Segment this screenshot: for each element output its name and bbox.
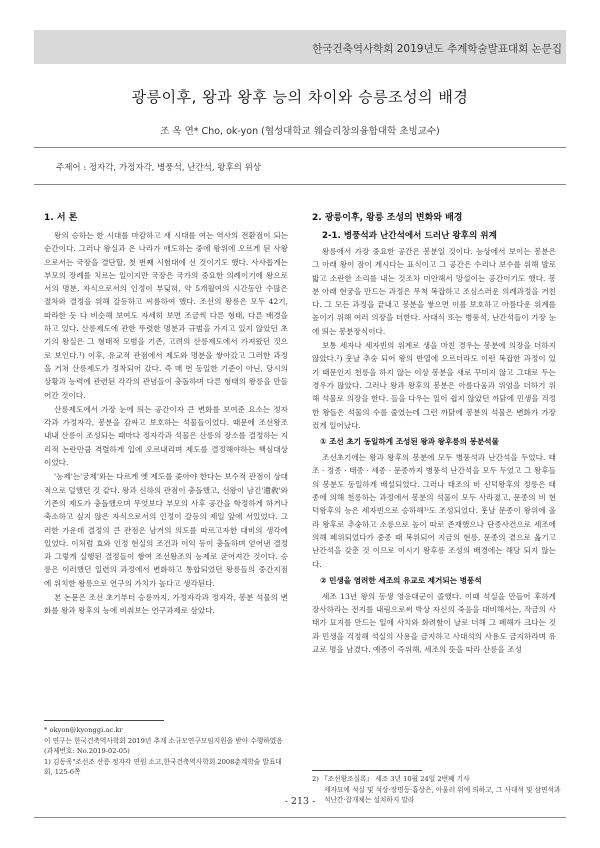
section-heading-2: 2. 광릉이후, 왕릉 조성의 변화와 배경 [312, 213, 463, 223]
footnotes-left [44, 725, 288, 778]
body-paragraph: 왕의 승하는 한 시대를 마감하고 새 시대를 여는 역사의 전환점이 되는 순간이다. 그러나 왕실과 온 나라가 애도하는 중에 왕위에 오르게 된 사왕으로서는 국장을 결단할, 첫 번째 시험대에 선 것이기도 했다. 사사롭게는 부모의 장례를 치르는 일이지만 국장은 국가의 중요한 의례이기에 왕으로서의 명분, 자식으로서의 인정이 부딪혀, 약 5개월여의 시간동안 수많은 절차와 결정을 위해 갈등하고 씨름하여 했다. 조선의 왕릉은 모두 42기, 따라한 듯 다 비슷해 보여도 자세히 보면 조금씩 다른 형태, 다른 배경을 하고 있다. 산릉제도에 관한 뚜렷한 명분과 규범을 가지고 있지 않았던 초기의 왕실은 그 형태적 모범을 기존, 고려의 산릉제도에서 가져왔던 것으로 보인다.¹) 이후, 유교적 관점에서 제도와 명분을 쌓아갔고 그러한 과정을 거쳐 산릉제도가 정착되어 갔다. 즉 매 번 동일한 기준이 아닌, 당시의 상황과 능력에 관련된 각각의 관념들이 충돌하며 다른 형태의 왕릉을 만들어간 것이다. [44, 231, 288, 400]
body-paragraph: '능제'는'궁제'와는 다르게 옛 제도를 좇아야 한다는 보수적 관점이 상대적으로 덜했던 것 같다. 왕과 신하의 관점이 충돌했고, 선왕이 남긴'遺敎'와 기존의 제도가 충돌했으며 무엇보다 부모의 사후 공간을 학정하게 하거나 축소하고 싶지 않은 자식으로서의 인정이 갈등의 제일 앞에 서있었다. 그러한 가운데 결정의 큰 관점은 남겨의 의도를 따르고자한 대비의 생각에 있었다. 이처럼 효와 인정 현실의 조건과 이익 등이 충돌하며 얻어낸 결정과 그렇게 실행된 결정들이 쌓여 조선왕조의 능제로 굳어져간 것이다. 승릉은 이러했던 일련의 과정에서 변화하고 통합되었던 왕릉들의 중간지점에 위치한 왕릉으로 연구의 가치가 높다고 생각된다. [44, 472, 288, 588]
body-paragraph: 산릉제도에서 가장 눈에 띄는 공간이자 큰 변화를 보여준 요소는 정자각과 가정자각, 봉분을 감싸고 보호하는 석물들이었다. 때문에 조선왕조 내내 산릉이 조성되는 때마다 정자각과 석물은 산릉의 장소를 결정하는 지리적 논란만큼 격렬하게 입에 오르내리며 제도를 결정해야하는 핵심대상이었다. [44, 404, 288, 468]
body-paragraph: 본 논문은 조선 초기부터 승릉까지, 가정자각과 정자각, 봉분 석물의 변화를 왕과 왕후의 능에 비춰보는 연구과제로 삼았다. [44, 593, 288, 616]
subsection-heading-2-1: 2-1. 병풍석과 난간석에서 드러난 왕후의 위계 [322, 231, 497, 241]
footnote-rule [312, 770, 422, 771]
subheading-1: ① 조선 초기 동일하게 조성된 왕과 왕후릉의 봉분석물 [320, 437, 499, 447]
footer-rule [34, 817, 566, 818]
subheading-2: ② 민생을 염려한 세조의 유교로 제거되는 병풍석 [320, 575, 482, 585]
paper-title: 광릉이후, 왕과 왕후 능의 차이와 승릉조성의 배경 [131, 88, 469, 106]
footnote-2-continued: 세자묘에 석실 및 석상·장명등·흡상은, 아울러 위에 의하고, 그 사대석 및 삼면석과 석난간·잡개체는 설치하지 말라 [324, 785, 561, 804]
funding-note: 이 연구는 한국건축역사학회 2019년 추계 소규모연구모임지원을 받아 수행하였음 (과제번호: No.2019-02-05) [44, 736, 283, 755]
left-column [44, 210, 288, 619]
body-paragraph: 왕릉에서 가장 중요한 공간은 봉분일 것이다. 능상에서 보이는 봉분은 그 아래 왕이 잠이 계시다는 표식이고 그 공간은 수리나 보수를 위해 발로 밟고 소란한 소리를 내는 것조차 미안해서 망설이는 공간이기도 했다. 봉분 아래 현궁을 만드는 과정은 무척 복잡하고 조심스러운 의례과정을 거친다. 그 모든 과정을 끝내고 봉분을 쌓으면 이를 보호하고 아름다운 위계를 높이기 위해 여러 의장을 더한다. 사대식 또는 병풍석, 난간석들이 가장 눈에 띄는 봉분장식이다. [312, 247, 556, 336]
body-paragraph: 보통 세자나 세자빈의 위계로 생을 마친 경우는 봉분에 의장을 더하지 않았다.²) 훗날 추숭 되어 왕의 반열에 오르더라도 이런 복잡한 과정이 있기 때문인지 천릉을 하지 않는 이상 봉분을 새로 꾸미지 않고 그대로 두는 경우가 많았다. 그러나 왕과 왕후의 봉분은 아름다움과 위엄을 더하기 위해 석물로 의장을 한다. 들을 다우는 일이 쉽지 않았던 까닭에 민생을 걱정한 왕들은 석물의 수를 줄였는데 그런 까닭에 봉분의 석물은 변화가 가장 컸게 일어났다. [312, 341, 556, 430]
footnote-1: 1) 김동욱"조선조 산릉 정자각 연원 소고,한국건축역사학회 2008춘계학술 발표대회, 125-6쪽 [44, 757, 282, 776]
footnote-rule [44, 720, 164, 721]
keywords: 주제어 : 정자각, 가정자각, 병풍석, 난간석, 왕후의 위상 [56, 163, 262, 173]
page-number: - 213 - [284, 796, 316, 807]
footnote-2: 2) 『조선왕조실록』 세조 3년 10월 24일 2번째 기사 [312, 775, 470, 783]
section-heading-intro: 1. 서 론 [44, 213, 78, 223]
author-email: * okyon@kyonggi.ac.kr [44, 726, 123, 734]
body-paragraph: 세조 13년 왕의 동생 영응대군이 졸했다. 이때 석실을 만들어 후하게 장사하라는 전지를 내림으로써 박상 자신의 죽음을 대비해서는, 작금의 사태가 묘지를 만드는 일에 사치와 화려함이 날로 더해 그 폐해가 크다는 것과 민생을 걱정해 석실의 사용을 금지하고 사대석의 사용도 금지하라며 유교로 명을 남겼다. 예종이 즉위해, 세조의 뜻을 따라 산릉을 조성 [312, 591, 556, 655]
author-line: 조 옥 연* Cho, ok-yon (협성대학교 웨슬리창의융합대학 초빙교수) [160, 126, 440, 137]
body-paragraph: 조선초기에는 왕과 왕후의 봉분에 모두 병풍석과 난간석을 두었다. 태조 · 정종 · 태종 · 세종 · 문종까지 병풍석 난간석을 모두 두었고 그 왕후들의 봉분도 동일하게 배설되었다. 그러나 태조의 비 신덕왕후의 정릉은 태종에 의해 천릉하는 과정에서 봉분의 석물이 모두 사라졌고, 문종의 비 현덕왕후의 능은 세자빈으로 승하해¹⁾도 조성되었다. 훗날 문종이 왕위에 올라 왕후로 추숭하고 소릉으로 높이 따로 존재했으나 단종사건으로 세조에 의해 폐위되었다가 중종 때 복위되어 지금의 현릉, 문종의 곁으로 옮기고 난간석을 갖춘 것 이므로 이시기 왕후릉 조성의 배경에는 해당 되지 않는다. [312, 453, 556, 569]
right-column [312, 210, 556, 657]
running-header: 한국건축역사학회 2019년도 추계학술발표대회 논문집 [312, 43, 562, 55]
